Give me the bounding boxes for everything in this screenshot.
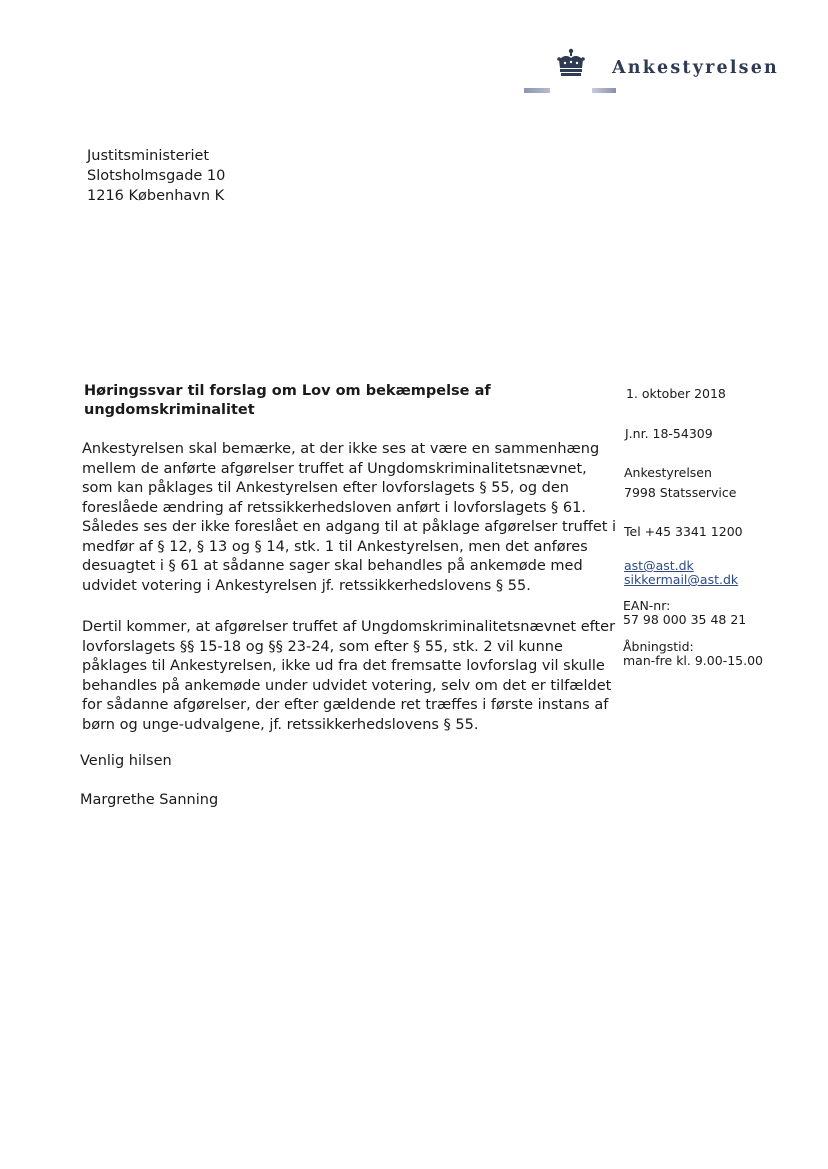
text-line: udvidet votering i Ankestyrelsen jf. retssikkerhedslovens § 55.	[82, 577, 531, 594]
text-line: mellem de anførte afgørelser truffet af Ungdomskriminalitetsnævnet,	[82, 460, 587, 477]
opening-hours-label: Åbningstid:	[623, 639, 694, 654]
logo-decoration-bar	[524, 88, 550, 93]
sender-phone: Tel +45 3341 1200	[624, 524, 743, 539]
text-line: Dertil kommer, at afgørelser truffet af Ungdomskriminalitetsnævnet efter	[82, 619, 616, 635]
email-link[interactable]: ast@ast.dk	[624, 558, 694, 573]
journal-number: J.nr. 18-54309	[625, 426, 713, 441]
ean-label: EAN-nr:	[623, 598, 671, 613]
text-line: for sådanne afgørelser, der efter gældende ret træffes i første instans af	[82, 697, 609, 713]
opening-hours: man-fre kl. 9.00-15.00	[623, 653, 763, 668]
recipient-street: Slotsholmsgade 10	[87, 168, 226, 184]
sender-organization: Ankestyrelsen	[624, 465, 712, 480]
text-line: desuagtet i § 61 at sådanne sager skal behandles på ankemøde med	[82, 558, 583, 574]
sender-address: 7998 Statsservice	[624, 485, 737, 500]
logo-decoration-bar	[592, 88, 616, 93]
ean-number: 57 98 000 35 48 21	[623, 612, 747, 627]
crown-logo-icon	[555, 48, 587, 78]
recipient-name: Justitsministeriet	[87, 148, 210, 164]
text-line: børn og unge-udvalgene, jf. retssikkerhedslovens § 55.	[82, 716, 479, 733]
text-line: foreslåede ændring af retssikkerhedsloven anført i lovforslagets § 61.	[82, 499, 586, 516]
text-line: som kan påklages til Ankestyrelsen efter lovforslagets § 55, og den	[82, 480, 569, 496]
recipient-address	[87, 146, 225, 206]
text-line: lovforslagets §§ 15-18 og §§ 23-24, som efter § 55, stk. 2 vil kunne	[82, 638, 563, 655]
text-line: medfør af § 12, § 13 og § 14, stk. 1 til Ankestyrelsen, men det anføres	[82, 538, 588, 555]
letter-closing: Venlig hilsen	[80, 753, 172, 769]
letter-date: 1. oktober 2018	[626, 386, 726, 401]
secure-email-link[interactable]: sikkermail@ast.dk	[624, 572, 739, 587]
text-line: behandles på ankemøde under udvidet votering, selv om det er tilfældet	[82, 677, 612, 694]
organization-logo-text: Ankestyrelsen	[612, 58, 779, 78]
body-paragraph-2	[82, 618, 616, 735]
text-line: Således ses der ikke foreslået en adgang til at påklage afgørelser truffet i	[82, 519, 617, 535]
text-line: Ankestyrelsen skal bemærke, at der ikke ses at være en sammenhæng	[82, 441, 600, 457]
signature-name: Margrethe Sanning	[80, 792, 219, 808]
body-paragraph-1	[82, 440, 617, 596]
letter-subject: Høringssvar til forslag om Lov om bekæmpelse af ungdomskriminalitet	[84, 383, 491, 418]
text-line: påklages til Ankestyrelsen, ikke ud fra det fremsatte lovforslag vil skulle	[82, 658, 605, 674]
recipient-city: 1216 København K	[87, 188, 225, 204]
